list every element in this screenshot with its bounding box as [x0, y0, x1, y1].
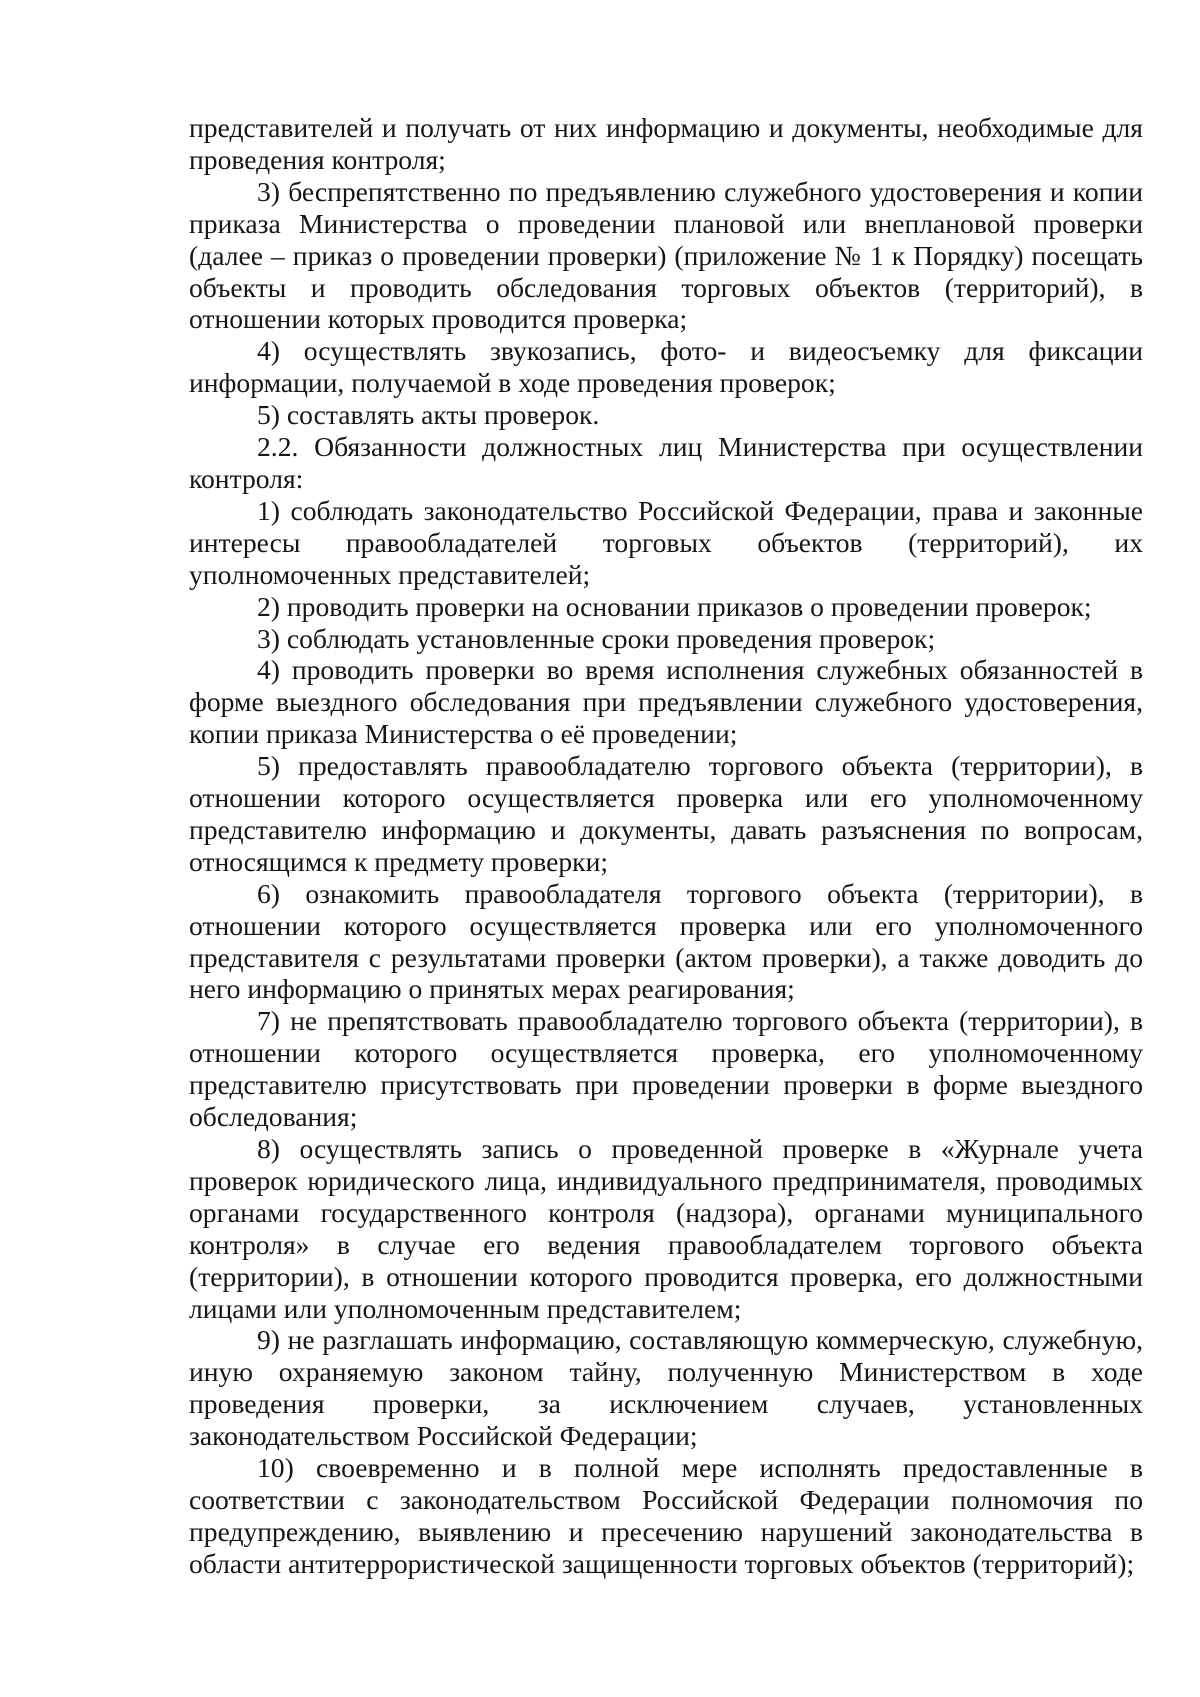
paragraph-duty-6: 6) ознакомить правообладателя торгового объекта (территории), в отношении которого осуществляется проверка или его уполномоченного представителя с результатами проверки (актом проверки), а также доводить до него информацию о принятых мерах реагирования;: [189, 877, 1143, 1005]
section-heading-2-2: 2.2. Обязанности должностных лиц Министерства при осуществлении контроля:: [189, 431, 1143, 494]
paragraph-right-3: 3) беспрепятственно по предъявлению служебного удостоверения и копии приказа Министерства о проведении плановой или внеплановой проверки (далее – приказ о проведении проверки) (приложение № 1 к Порядку) посещать объекты и проводить обследования торговых объектов (территорий), в отношении которых проводится проверка;: [189, 175, 1143, 335]
paragraph-duty-10: 10) своевременно и в полной мере исполнять предоставленные в соответствии с законодательством Российской Федерации полномочия по предупреждению, выявлению и пресечению нарушений законодательства в области антитеррористической защищенности торговых объектов (территорий);: [189, 1452, 1143, 1579]
paragraph-right-4: 4) осуществлять звукозапись, фото- и видеосъемку для фиксации информации, получаемой в ходе проведения проверок;: [189, 335, 1143, 399]
paragraph-duty-7: 7) не препятствовать правообладателю торгового объекта (территории), в отношении которого осуществляется проверка, его уполномоченному представителю присутствовать при проведении проверки в форме выездного обследования;: [189, 1005, 1143, 1133]
paragraph-continuation: представителей и получать от них информацию и документы, необходимые для проведения контроля;: [189, 112, 1143, 175]
paragraph-duty-9: 9) не разглашать информацию, составляющую коммерческую, служебную, иную охраняемую законом тайну, полученную Министерством в ходе проведения проверки, за исключением случаев, установленных законодательством Российской Федерации;: [189, 1324, 1143, 1452]
paragraph-duty-4: 4) проводить проверки во время исполнения служебных обязанностей в форме выездного обследования при предъявлении служебного удостоверения, копии приказа Министерства о её проведении;: [189, 654, 1143, 750]
paragraph-right-5: 5) составлять акты проверок.: [257, 399, 600, 431]
paragraph-duty-5: 5) предоставлять правообладателю торгового объекта (территории), в отношении которого осуществляется проверка или его уполномоченному представителю информацию и документы, давать разъяснения по вопросам, относящимся к предмету проверки;: [189, 750, 1143, 877]
paragraph-duty-8: 8) осуществлять запись о проведенной проверке в «Журнале учета проверок юридического лица, индивидуального предпринимателя, проводимых органами государственного контроля (надзора), органами муниципального контроля» в случае его ведения правообладателем торгового объекта (территории), в отношении которого проводится проверка, его должностными лицами или уполномоченным представителем;: [189, 1133, 1143, 1324]
document-body: [189, 112, 1143, 1580]
paragraph-duty-1: 1) соблюдать законодательство Российской Федерации, права и законные интересы правообладателей торговых объектов (территорий), их уполномоченных представителей;: [189, 494, 1143, 590]
paragraph-duty-2: 2) проводить проверки на основании приказов о проведении проверок;: [257, 590, 1092, 622]
paragraph-duty-3: 3) соблюдать установленные сроки проведения проверок;: [257, 622, 936, 654]
